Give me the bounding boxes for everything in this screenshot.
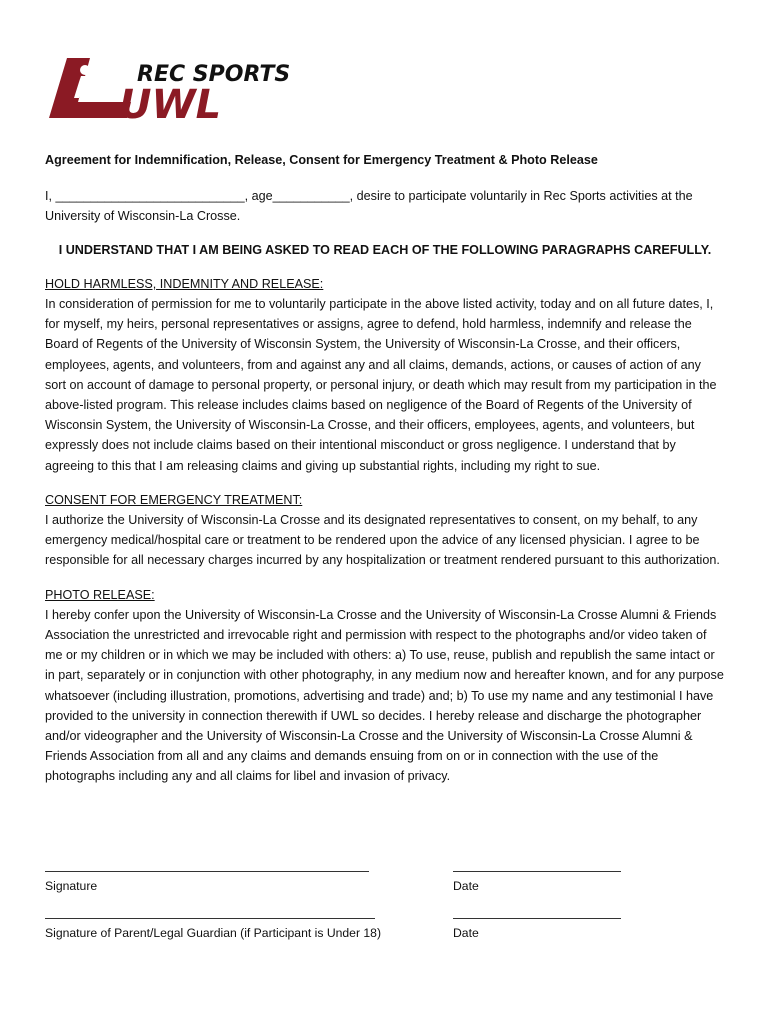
emergency-treatment-heading: CONSENT FOR EMERGENCY TREATMENT: — [45, 492, 303, 507]
logo-graphic — [45, 54, 291, 128]
signature-line[interactable] — [45, 871, 369, 872]
hold-harmless-heading: HOLD HARMLESS, INDEMNITY AND RELEASE: — [45, 276, 324, 291]
document-body — [45, 150, 725, 801]
date-label: Date — [453, 879, 479, 893]
guardian-signature-label: Signature of Parent/Legal Guardian (if Participant is Under 18) — [45, 926, 382, 940]
guardian-signature-line[interactable] — [45, 918, 375, 919]
document-title: Agreement for Indemnification, Release, Consent for Emergency Treatment & Photo Release — [45, 153, 598, 167]
rec-sports-uwl-logo — [45, 54, 291, 128]
signature-label: Signature — [45, 879, 98, 893]
emergency-treatment-body: I authorize the University of Wisconsin-La Crosse and its designated representatives to consent, on my behalf, to any emergency medical/hospital care or treatment to be rendered upon the advice of any licensed physician. I agree to be responsible for all necessary charges incurred by any hospitalization or treatment rendered pursuant to this authorization. — [45, 513, 720, 568]
logo-top-text: REC SPORTS — [137, 62, 291, 87]
date-line[interactable] — [453, 871, 621, 872]
photo-release-heading: PHOTO RELEASE: — [45, 587, 155, 602]
participant-intro: I, ___________________________, age___________, desire to participate voluntarily in Rec Sports activities at the University of Wisconsin-La Crosse. — [45, 189, 693, 224]
photo-release-body: I hereby confer upon the University of Wisconsin-La Crosse and the University of Wisconsin-La Crosse Alumni & Friends Association the unrestricted and irrevocable right and permission with respect to the photographs and/or video taken of me or my children or in which we may be included with others: a) To use, reuse, publish and republish the same intact or in part, separately or in conjunction with other photography, in any medium now and hereafter known, and for any purpose whatsoever (including illustration, promotions, advertising and trade) and; b) To use my name and any testimonial I have provided to the university in connection therewith if UWL so decides. I hereby release and discharge the photographer and/or videographer and the University of Wisconsin-La Crosse and the University of Wisconsin-La Crosse Alumni & Friends Association from all and any claims and demands ensuing from on or in connection with the use of the photographs including any and all claims for libel and invasion of privacy. — [45, 607, 724, 784]
logo-main-text: UWL — [119, 82, 222, 128]
guardian-date-line[interactable] — [453, 918, 621, 919]
hold-harmless-body: In consideration of permission for me to voluntarily participate in the above listed activity, today and on all future dates, I, for myself, my heirs, personal representatives or assigns, agree to defend, hold harmless, indemnify and release the Board of Regents of the University of Wisconsin System, the University of Wisconsin-La Crosse, and their officers, employees, agents, and volunteers, from and against any and all claims, demands, actions, or causes of action of any sort on account of damage to personal property, or personal injury, or death which may result from my participation in the above-listed program. This release includes claims based on negligence of the Board of Regents of the University of Wisconsin System, the University of Wisconsin-La Crosse, and their officers, employees, agents, and volunteers, but expressly does not include claims based on their intentional misconduct or gross negligence. I understand that by agreeing to this that I am releasing claims and giving up substantial rights, including my right to sue. — [45, 297, 717, 473]
read-carefully-notice: I UNDERSTAND THAT I AM BEING ASKED TO READ EACH OF THE FOLLOWING PARAGRAPHS CAREFULLY. — [58, 242, 712, 257]
guardian-date-label: Date — [453, 926, 479, 940]
